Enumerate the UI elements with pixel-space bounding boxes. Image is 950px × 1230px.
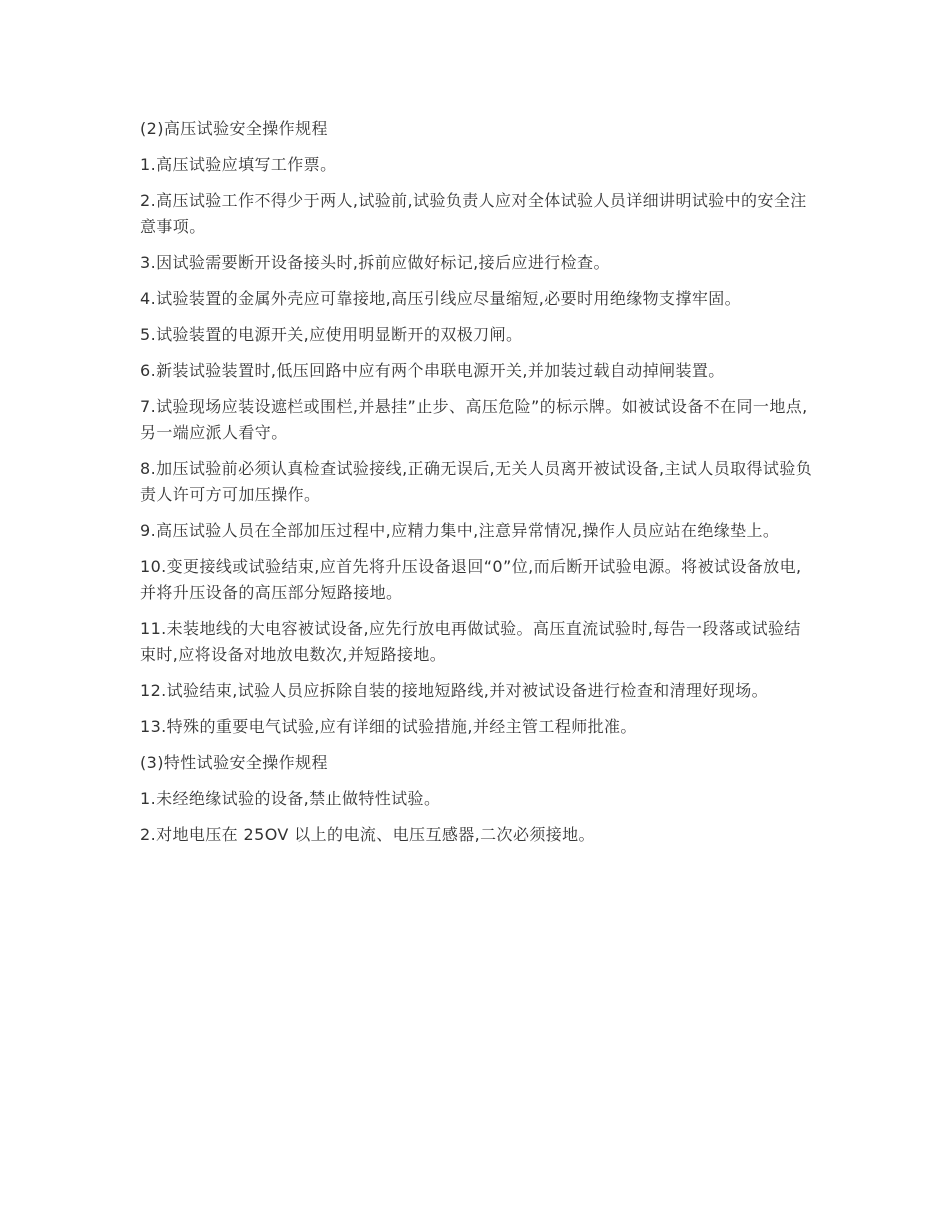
paragraph: 3.因试验需要断开设备接头时,拆前应做好标记,接后应进行检查。 (140, 253, 610, 272)
paragraph: 4.试验装置的金属外壳应可靠接地,高压引线应尽量缩短,必要时用绝缘物支撑牢固。 (140, 289, 742, 308)
paragraph: 2.高压试验工作不得少于两人,试验前,试验负责人应对全体试验人员详细讲明试验中的安全注意事项。 (140, 191, 807, 236)
paragraph: 7.试验现场应装设遮栏或围栏,并悬挂”止步、高压危险”的标示牌。如被试设备不在同一地点,另一端应派人看守。 (140, 397, 808, 442)
paragraph: 13.特殊的重要电气试验,应有详细的试验措施,并经主管工程师批准。 (140, 717, 637, 736)
paragraph: 11.未装地线的大电容被试设备,应先行放电再做试验。高压直流试验时,每告一段落或试验结束时,应将设备对地放电数次,并短路接地。 (140, 619, 801, 664)
paragraph: 1.未经绝缘试验的设备,禁止做特性试验。 (140, 789, 441, 808)
document-body (140, 116, 815, 858)
paragraph: 9.高压试验人员在全部加压过程中,应精力集中,注意异常情况,操作人员应站在绝缘垫上。 (140, 521, 780, 540)
section-heading-high-voltage: (2)高压试验安全操作规程 (140, 119, 328, 138)
paragraph: 6.新装试验装置时,低压回路中应有两个串联电源开关,并加装过载自动掉闸装置。 (140, 361, 725, 380)
paragraph: 12.试验结束,试验人员应拆除自装的接地短路线,并对被试设备进行检查和清理好现场。 (140, 681, 769, 700)
paragraph: 1.高压试验应填写工作票。 (140, 155, 337, 174)
paragraph: 10.变更接线或试验结束,应首先将升压设备退回“0”位,而后断开试验电源。将被试设备放电,并将升压设备的高压部分短路接地。 (140, 557, 802, 602)
paragraph: 2.对地电压在 25OV 以上的电流、电压互感器,二次必须接地。 (140, 825, 595, 844)
paragraph: 8.加压试验前必须认真检查试验接线,正确无误后,无关人员离开被试设备,主试人员取得试验负责人许可方可加压操作。 (140, 459, 813, 504)
section-heading-characteristic: (3)特性试验安全操作规程 (140, 753, 328, 772)
paragraph: 5.试验装置的电源开关,应使用明显断开的双极刀闸。 (140, 325, 523, 344)
